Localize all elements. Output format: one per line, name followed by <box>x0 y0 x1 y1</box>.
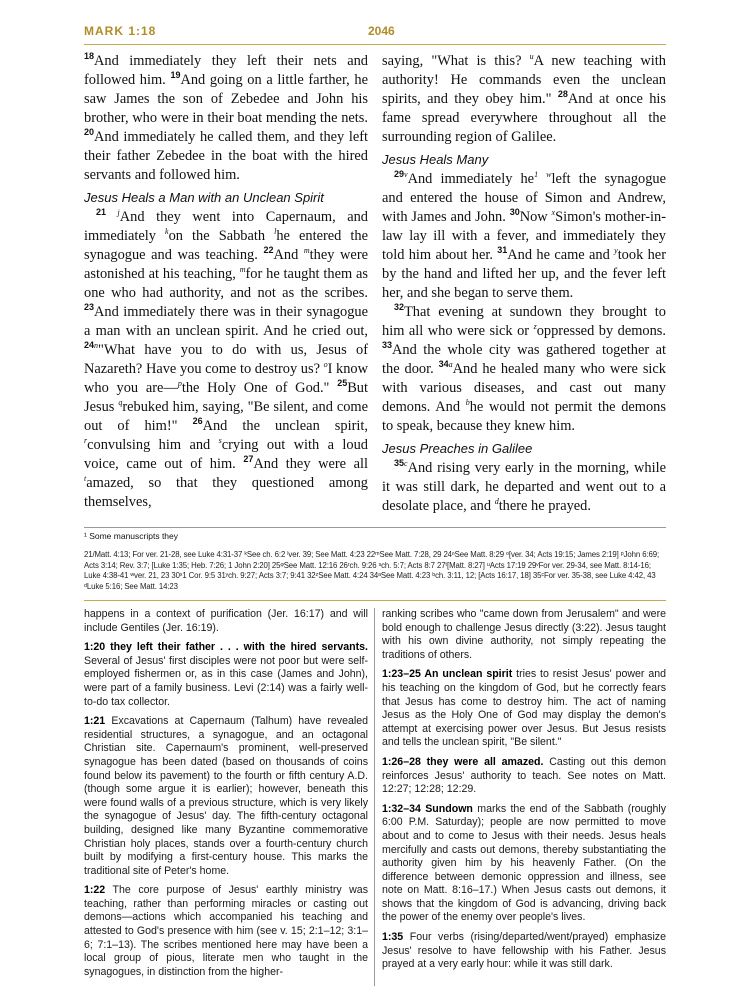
note-reference: 1:32–34 Sundown <box>382 802 473 815</box>
bible-page <box>84 22 666 982</box>
study-note: 1:26–28 they were all amazed. Casting out this demon reinforces Jesus' authority to teach. See notes on Matt. 12:27; 12:28; 12:29. <box>382 755 666 796</box>
page-header <box>84 22 666 45</box>
study-note: 1:35 Four verbs (rising/departed/went/prayed) emphasize Jesus' resolve to have fellowship with his Father. Jesus prayed at a very early hour: while it was still dark. <box>382 931 666 971</box>
verse-paragraph: $^{32}$That evening at sundown they brought to him all who were sick or $^z$oppressed by demons. $^{33}$And the whole city was gathered together at the door. $^{34a}$And he healed many who were sick with various diseases, and cast out many demons. And $^b$he would not permit the demons to speak, because they knew him. <box>382 302 666 434</box>
study-note: 1:32–34 Sundown marks the end of the Sabbath (roughly 6:00 P.M. Saturday); people are now permitted to move about and to come to Jesus with their needs. Jesus heals mercifully and casts out demons, thereby substantiating the authority given him by his heavenly Father. (On the difference between demonic oppression and illness, see note on Matt. 8:16–17.) When Jesus casts out demons, it shows that the kingdom of God is advancing, driving back the power of the enemy over people's lives. <box>382 802 667 924</box>
study-note: 1:23–25 An unclean spirit tries to resist Jesus' power and his teaching on the kingdom of God, but he correctly fears that Jesus has come to destroy him. The act of naming Jesus as the Holy One of God may display the demon's attempt at exercising power over Jesus. But Jesus resists and tells the unclean spirit, "Be silent." <box>382 668 666 749</box>
section-heading: Jesus Heals Many <box>382 152 489 167</box>
verse-paragraph: $^{21}$ $^j$And they went into Capernaum, and immediately $^k$on the Sabbath $^l$he entered the synagogue and was teaching. $^{22}$And $^m$they were astonished at his teaching, $^m$for he taught them as one who had authority, and not as the scribes. $^{23}$And immediately there was in their synagogue a man with an unclean spirit. And he cried out, $^{24n}$"What have you to do with us, Jesus of Nazareth? Have you come to destroy us? $^o$I know who you are—$^p$the Holy One of God." $^{25}$But Jesus $^q$rebuked him, saying, "Be silent, and come out of him!" $^{26}$And the unclean spirit, $^r$convulsing him and $^s$crying out with a loud voice, came out of him. $^{27}$And they were all $^t$amazed, so that they questioned among themselves, <box>84 207 369 510</box>
cross-references: 21/Matt. 4:13; For ver. 21-28, see Luke 4:31-37 ᵏSee ch. 6:2 ˡver. 39; See Matt. 4:23 22ᵐSee Matt. 7:28, 29 24ⁿSee Matt. 8:29 ᵒ[ver. 34; Acts 19:15; James 2:19] ᵖJohn 6:69; Acts 3:14; Rev. 3:7; [Luke 1:35; Heb. 7:26; 1 John 2:20] 25ᵠSee Matt. 12:16 26ʳch. 9:26 ˢch. 5:7; Acts 8:7 27ᵗ[Matt. 8:27] ᵘActs 17:19 29ᵛFor ver. 29-34, see Matt. 8:14-16; Luke 4:38-41 ʷver. 21, 23 30ˣ1 Cor. 9:5 31ʸch. 9:27; Acts 3:7; 9:41 32ᶻSee Matt. 4:24 34ᵃSee Matt. 4:23 ᵇch. 3:11, 12; [Acts 16:17, 18] 35ᶜFor ver. 35-38, see Luke 4:42, 43 ᵈLuke 5:16; See Matt. 14:23 <box>84 550 660 591</box>
verse-paragraph: saying, "What is this? $^u$A new teaching with authority! He commands even the unclean spirits, and they obey him." $^{28}$And at once his fame spread everywhere throughout all the surrounding region of Galilee. <box>382 52 667 145</box>
notes-divider <box>84 600 666 601</box>
verse-paragraph: $^{18}$And immediately they left their nets and followed him. $^{19}$And going on a little farther, he saw James the son of Zebedee and John his brother, who were in their boat mending the nets. $^{20}$And immediately he called them, and they left their father Zebedee in the boat with the hired servants and followed him. <box>84 51 368 183</box>
study-note: ranking scribes who "came down from Jerusalem" and were bold enough to challenge Jesus directly (3:22). Jesus taught with his own divine authority, not simply repeating the traditions of others. <box>382 608 666 661</box>
section-heading: Jesus Heals a Man with an Unclean Spirit <box>84 190 324 205</box>
verse-paragraph: $^{29v}$And immediately $he^1$ $^w$left the synagogue and entered the house of Simon and Andrew, with James and John. $^{30}$Now $^x$Simon's mother-in-law lay ill with a fever, and immediately they told him about her. $^{31}$And he came and $^y$took her by the hand and lifted her up, and the fever left her, and she began to serve them. <box>382 169 666 301</box>
study-notes-left <box>84 608 368 985</box>
study-notes-right <box>382 608 666 978</box>
chapter-reference: MARK 1:18 <box>84 24 157 38</box>
note-reference: 1:23–25 An unclean spirit <box>382 668 513 681</box>
note-reference: 1:20 they left their father . . . with the hired servants. <box>84 641 368 654</box>
study-note: happens in a context of purification (Jer. 16:17) and will include Gentiles (Jer. 16:19). <box>84 608 368 634</box>
note-reference: 1:35 <box>382 931 404 944</box>
study-note: 1:22 The core purpose of Jesus' earthly ministry was teaching, rather than performing miracles or casting out demons—actions which accompanied his teaching and attested to God's presence with him (see v. 15; 2:1–12; 3:1–6; 7:1–13). The scribes mentioned here may have been a local group of pious, literate men who taught in the synagogues, in distinction from the higher- <box>84 884 368 978</box>
verse-paragraph: $^{35c}$And rising very early in the morning, while it was still dark, he departed and went out to a desolate place, and $^d$there he prayed. <box>382 458 666 514</box>
note-reference: 1:21 <box>84 715 106 728</box>
section-heading: Jesus Preaches in Galilee <box>382 441 533 456</box>
note-reference: 1:26–28 they were all amazed. <box>382 755 544 768</box>
footnote: ¹ Some manuscripts they <box>84 527 666 541</box>
scripture-column-left <box>84 52 368 512</box>
column-divider <box>374 608 375 986</box>
note-reference: 1:22 <box>84 884 106 897</box>
scripture-column-right <box>382 52 666 516</box>
study-note: 1:21 Excavations at Capernaum (Talhum) have revealed residential structures, a synagogue, and an octagonal Christian site. Capernaum's prominent, well-preserved synagogue has been dated (based on thousands of coins found below its pavement) to the fourth or fifth century A.D. (though some argue it is earlier); however, beneath this were found walls of a previous structure, which is very likely the synagogue of Jesus' day. The fifth-century octagonal building, designed like many Byzantine commemorative Christian holy places, stands over a fourth-century church built by modifying a first-century house. This marks the traditional site of Peter's home. <box>84 715 368 877</box>
study-note: 1:20 they left their father . . . with the hired servants. Several of Jesus' first disciples were not poor but were self-employed fishermen or, as in this case (James and John), were part of a family business. Levi (2:14) was a fairly well-to-do tax collector. <box>84 641 368 708</box>
page-number: 2046 <box>368 24 395 38</box>
